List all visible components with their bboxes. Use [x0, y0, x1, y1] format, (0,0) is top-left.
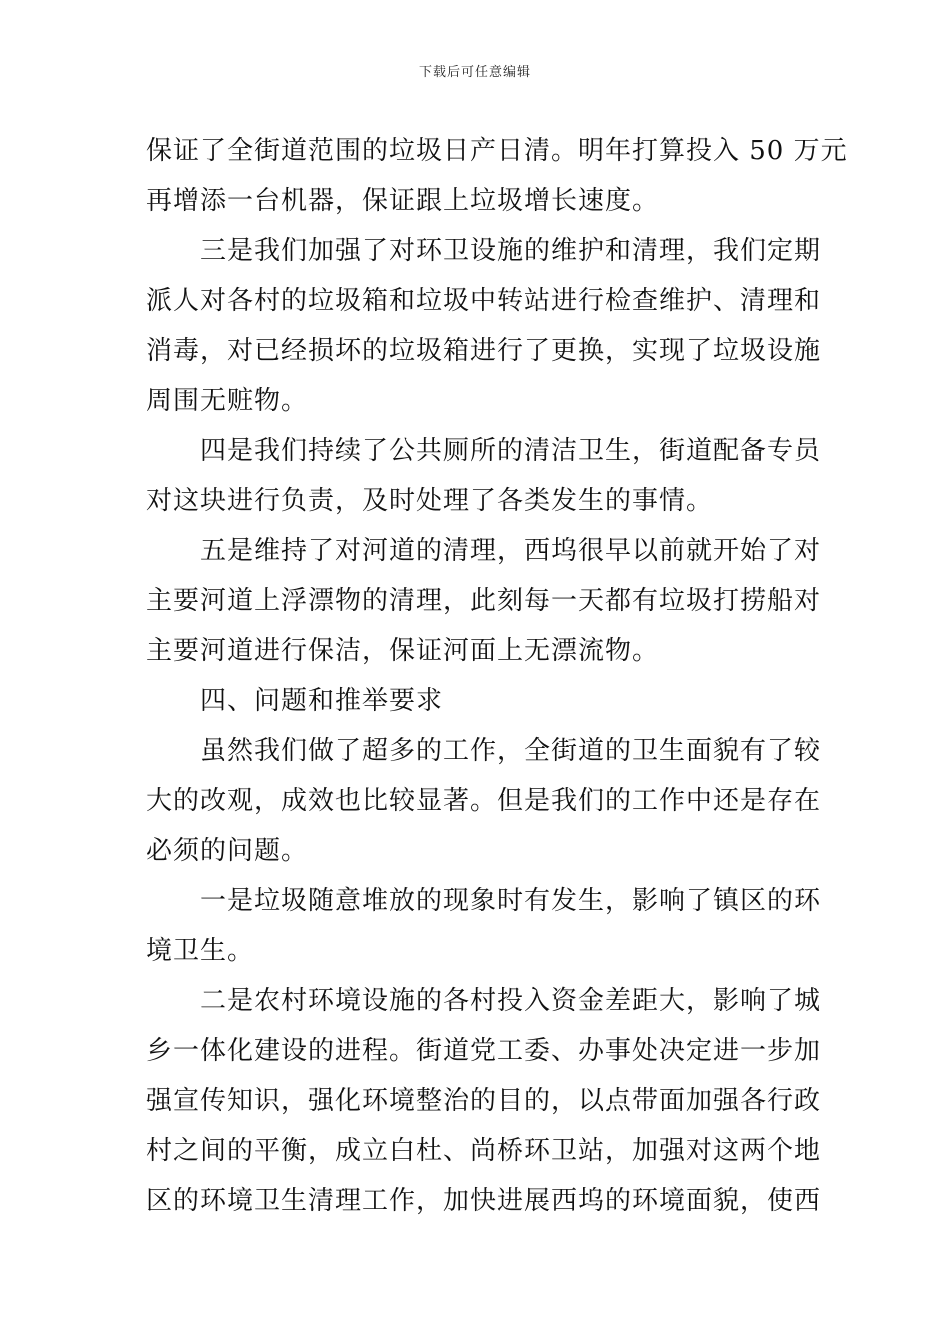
text-line: 主要河道上浮漂物的清理，此刻每一天都有垃圾打捞船对 [146, 586, 822, 616]
text-line: 派人对各村的垃圾箱和垃圾中转站进行检查维护、清理和 [146, 286, 822, 316]
text-line: 必须的问题。 [146, 836, 309, 866]
text-line: 再增添一台机器，保证跟上垃圾增长速度。 [146, 186, 660, 216]
text-line: 主要河道进行保洁，保证河面上无漂流物。 [146, 636, 660, 666]
text-line: 虽然我们做了超多的工作，全街道的卫生面貌有了较 [200, 736, 822, 766]
text-line: 四是我们持续了公共厕所的清洁卫生，街道配备专员 [200, 436, 822, 466]
text-line: 二是农村环境设施的各村投入资金差距大，影响了城 [200, 986, 822, 1016]
text-line: 境卫生。 [146, 936, 255, 966]
text-line: 消毒，对已经损坏的垃圾箱进行了更换，实现了垃圾设施 [146, 336, 822, 366]
text-line: 保证了全街道范围的垃圾日产日清。明年打算投入 50 万元 [146, 136, 848, 166]
text-line: 五是维持了对河道的清理，西坞很早以前就开始了对 [200, 536, 822, 566]
paragraph-summary [146, 726, 822, 876]
paragraph-problem-one [146, 876, 822, 976]
text-line: 三是我们加强了对环卫设施的维护和清理，我们定期 [200, 236, 822, 266]
text-line: 大的改观，成效也比较显著。但是我们的工作中还是存在 [146, 786, 822, 816]
text-line: 村之间的平衡，成立白杜、尚桥环卫站，加强对这两个地 [146, 1136, 822, 1166]
text-line: 乡一体化建设的进程。街道党工委、办事处决定进一步加 [146, 1036, 822, 1066]
paragraph-continued [146, 126, 848, 226]
text-line: 一是垃圾随意堆放的现象时有发生，影响了镇区的环 [200, 886, 822, 916]
paragraph-item-three [146, 226, 822, 426]
text-line: 四、问题和推举要求 [200, 686, 444, 716]
text-line: 对这块进行负责，及时处理了各类发生的事情。 [146, 486, 714, 516]
section-heading [146, 676, 806, 726]
text-line: 区的环境卫生清理工作，加快进展西坞的环境面貌，使西 [146, 1186, 822, 1216]
paragraph-problem-two [146, 976, 822, 1226]
text-line: 强宣传知识，强化环境整治的目的，以点带面加强各行政 [146, 1086, 822, 1116]
paragraph-item-four [146, 426, 822, 526]
page-header: 下载后可任意编辑 [418, 65, 531, 80]
paragraph-item-five [146, 526, 822, 676]
document-body [146, 126, 848, 1226]
text-line: 周围无赃物。 [146, 386, 309, 416]
